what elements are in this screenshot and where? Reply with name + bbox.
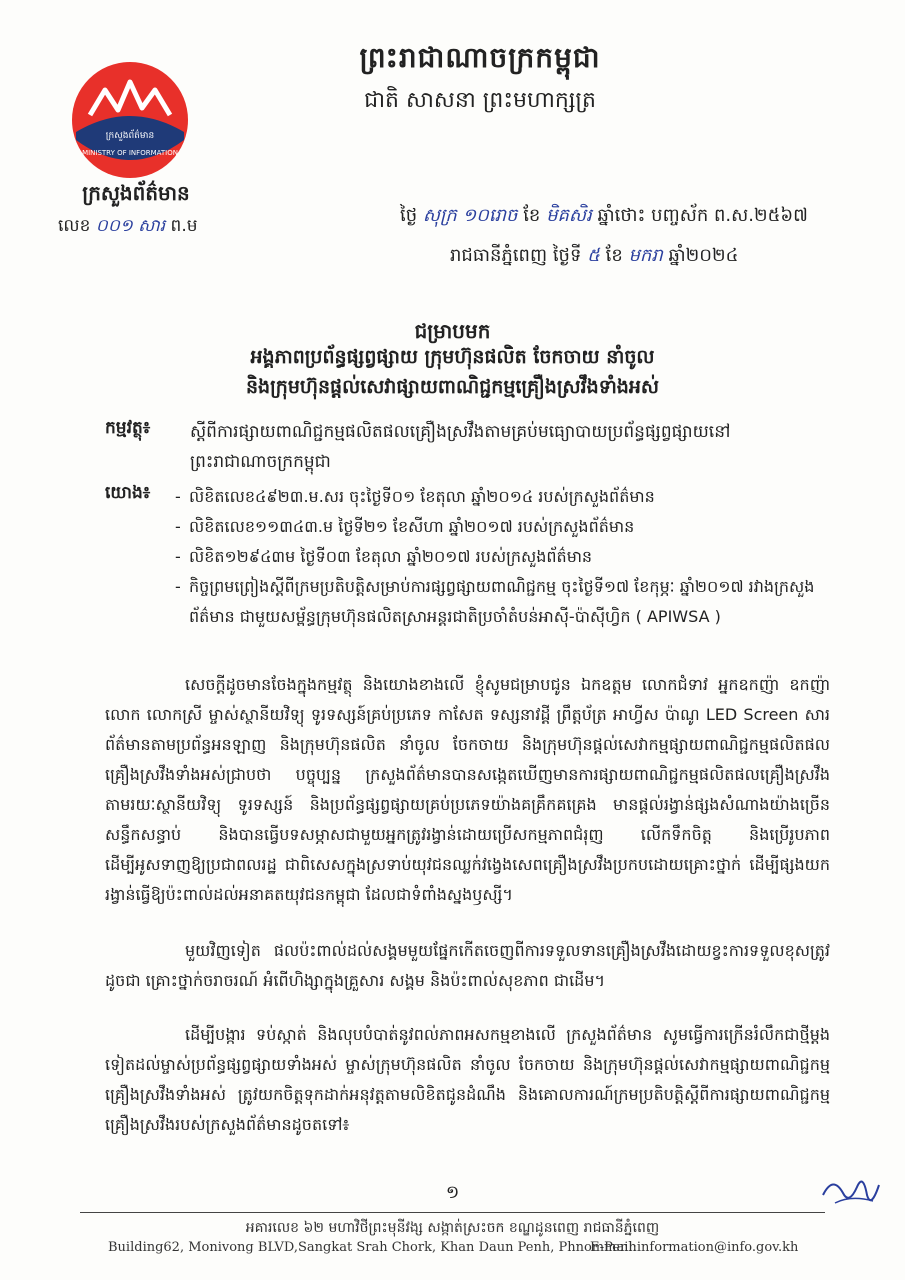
recipients-line-1: អង្គភាពប្រព័ន្ធផ្សព្វផ្សាយ ក្រុមហ៊ុនផលិត ចែកចាយ នាំចូល bbox=[250, 346, 655, 368]
reference-item: - កិច្ចព្រមព្រៀងស្តីពីក្រមប្រតិបត្តិសម្រាប់ការផ្សព្វផ្សាយពាណិជ្ជកម្ម ចុះថ្ងៃទី១៧ ខែកុម្ភៈ ឆ្នាំ២០១៧ រវាងក្រសួងព័ត៌មាន ជាមួយសម្ព័ន្ធក្រុមហ៊ុនផលិតស្រាអន្តរជាតិប្រចាំតំបន់អាស៊ី-ប៉ាស៊ីហ្វិក ( APIWSA ) bbox=[175, 572, 835, 632]
references-list bbox=[175, 482, 835, 632]
body-paragraph-1: សេចក្តីដូចមានចែងក្នុងកម្មវត្ថុ និងយោងខាងលើ ខ្ញុំសូមជម្រាបជូន ឯកឧត្តម លោកជំទាវ អ្នកឧកញ៉ា ឧកញ៉ា លោក លោកស្រី ម្ចាស់ស្ថានីយវិទ្យុ ទូរទស្សន៍គ្រប់ប្រភេទ កាសែត ទស្សនាវដ្តី ព្រឹត្តប័ត្រ អាហ្វីស ប៉ាណូ LED Screen សារព័ត៌មានតាមប្រព័ន្ធអនឡាញ និងក្រុមហ៊ុនផលិត នាំចូល ចែកចាយ និងក្រុមហ៊ុនផ្តល់សេវាកម្មផ្សាយពាណិជ្ជកម្មផលិតផលគ្រឿងស្រវឹងទាំងអស់ជ្រាបថា បច្ចុប្បន្ន ក្រសួងព័ត៌មានបានសង្កេតឃើញមានការផ្សាយពាណិជ្ជកម្មផលិតផលគ្រឿងស្រវឹងតាមរយៈស្ថានីយវិទ្យុ ទូរទស្សន៍ និងប្រព័ន្ធផ្សព្វផ្សាយគ្រប់ប្រភេទយ៉ាងគគ្រឹកគគ្រេង មានផ្តល់រង្វាន់ផ្សងសំណាងយ៉ាងច្រើនសន្ធឹកសន្ធាប់ និងបានធ្វើបទសម្ភាសជាមួយអ្នកត្រូវរង្វាន់ដោយប្រើសកម្មភាពជំរុញ លើកទឹកចិត្ត និងប្រើរូបភាពដើម្បីអូសទាញឱ្យប្រជាពលរដ្ឋ ជាពិសេសក្នុងស្រទាប់យុវជនឈ្លក់វង្វេងសេពគ្រឿងស្រវឹងប្រកបដោយគ្រោះថ្នាក់ ដើម្បីផ្សងយករង្វាន់ធ្វើឱ្យប៉ះពាល់ដល់អនាគតយុវជនកម្ពុជា ដែលជាទំពាំងស្នងឫស្សី។ bbox=[105, 675, 830, 904]
letter-number-value: ០០១ bbox=[95, 216, 133, 236]
letter-prefix: លេខ bbox=[58, 216, 91, 236]
reference-item: - លិខិតលេខ៤៩២៣.ម.សរ ចុះថ្ងៃទី០១ ខែតុលា ឆ្នាំ២០១៤ របស់ក្រសួងព័ត៌មាន bbox=[175, 482, 835, 512]
address-khmer: អគារលេខ ៦២ មហាវិថីព្រះមុនីវង្ស សង្កាត់ស្រះចក ខណ្ឌដូនពេញ រាជធានីភ្នំពេញ bbox=[245, 1220, 660, 1236]
body-paragraph-3: ដើម្បីបង្ការ ទប់ស្កាត់ និងលុបបំបាត់នូវពល់ភាពអសកម្មខាងលើ ក្រសួងព័ត៌មាន សូមធ្វើការក្រើនរំលឹកជាថ្មីម្តងទៀតដល់ម្ចាស់ប្រព័ន្ធផ្សព្វផ្សាយទាំងអស់ ម្ចាស់ក្រុមហ៊ុនផលិត នាំចូល ចែកចាយ និងក្រុមហ៊ុនផ្តល់សេវាកម្មផ្សាយពាណិជ្ជកម្មគ្រឿងស្រវឹងទាំងអស់ ត្រូវយកចិត្តទុកដាក់អនុវត្តតាមលិខិតជូនដំណឹង និងគោលការណ៍ក្រមប្រតិបត្តិស្តីពីការផ្សាយពាណិជ្ជកម្មគ្រឿងស្រវឹងរបស់ក្រសួងព័ត៌មានដូចតទៅ៖ bbox=[105, 1025, 830, 1134]
ministry-logo bbox=[70, 60, 190, 180]
subject-text: ស្តីពីការផ្សាយពាណិជ្ជកម្មផលិតផលគ្រឿងស្រវឹងតាមគ្រប់មធ្យោបាយប្រព័ន្ធផ្សព្វផ្សាយនៅព្រះរាជាណាចក្រកម្ពុជា bbox=[190, 422, 731, 472]
place: រាជធានីភ្នំពេញ ថ្ងៃទី bbox=[450, 245, 582, 266]
initials-signature-icon bbox=[815, 1165, 885, 1215]
references-label: យោង៖ bbox=[105, 483, 151, 503]
lunar-month-label: ខែ bbox=[523, 205, 541, 226]
recipients-line-2: និងក្រុមហ៊ុនផ្តល់សេវាផ្សាយពាណិជ្ជកម្មគ្រឿងស្រវឹងទាំងអស់ bbox=[245, 376, 660, 398]
date-month: មករា bbox=[628, 245, 663, 266]
reference-item: - លិខិត១២៩៤៣ម ថ្ងៃទី០៣ ខែតុលា ឆ្នាំ២០១៧ របស់ក្រសួងព័ត៌មាន bbox=[175, 542, 835, 572]
place-date bbox=[450, 243, 738, 270]
date-year: ឆ្នាំ២០២៤ bbox=[668, 245, 739, 266]
reference-item: - លិខិតលេខ១១៣៤៣.ម ថ្ងៃទី២១ ខែសីហា ឆ្នាំ២០១៧ របស់ក្រសួងព័ត៌មាន bbox=[175, 512, 835, 542]
logo-text-en: MINISTRY OF INFORMATION bbox=[82, 149, 178, 157]
kingdom-title: ព្រះរាជាណាចក្រកម្ពុជា bbox=[359, 41, 601, 74]
address-english: Building62, Monivong BLVD,Sangkat Srah Chork, Khan Daun Penh, PhnomPenh bbox=[108, 1240, 637, 1255]
lunar-day: សុក្រ ១០រោច bbox=[422, 205, 518, 226]
notice-title: ជម្រាបមក bbox=[414, 319, 491, 343]
letter-number-suffix: សារ bbox=[138, 216, 166, 236]
subject-label: កម្មវត្ថុ៖ bbox=[105, 418, 151, 438]
body-paragraph-2: មួយវិញទៀត ផលប៉ះពាល់ដល់សង្គមមួយផ្នែកកើតចេញពីការទទួលទានគ្រឿងស្រវឹងដោយខ្វះការទទួលខុសត្រូវដូចជា គ្រោះថ្នាក់ចរាចរណ៍ អំពើហិង្សាក្នុងគ្រួសារ សង្គម និងប៉ះពាល់សុខភាព ជាដើម។ bbox=[105, 941, 830, 990]
month-label: ខែ bbox=[605, 245, 623, 266]
page-number: ១ bbox=[445, 1182, 460, 1203]
lunar-prefix: ថ្ងៃ bbox=[400, 205, 418, 226]
footer-divider bbox=[80, 1212, 825, 1213]
national-motto: ជាតិ សាសនា ព្រះមហាក្សត្រ bbox=[364, 88, 596, 113]
lunar-month: មិគសិរ bbox=[546, 205, 592, 226]
ministry-name: ក្រសួងព័ត៌មាន bbox=[82, 181, 190, 205]
contact-email: E-mail:information@info.gov.kh bbox=[590, 1240, 799, 1255]
date-day: ៥ bbox=[587, 245, 600, 266]
lunar-year: ឆ្នាំថោះ បញ្ចស័ក ព.ស.២៥៦៧ bbox=[597, 205, 808, 226]
letter-number bbox=[58, 215, 198, 240]
letter-code: ព.ម bbox=[170, 216, 198, 236]
lunar-date bbox=[400, 203, 808, 230]
logo-text-km: ក្រសួងព័ត៌មាន bbox=[105, 131, 155, 141]
